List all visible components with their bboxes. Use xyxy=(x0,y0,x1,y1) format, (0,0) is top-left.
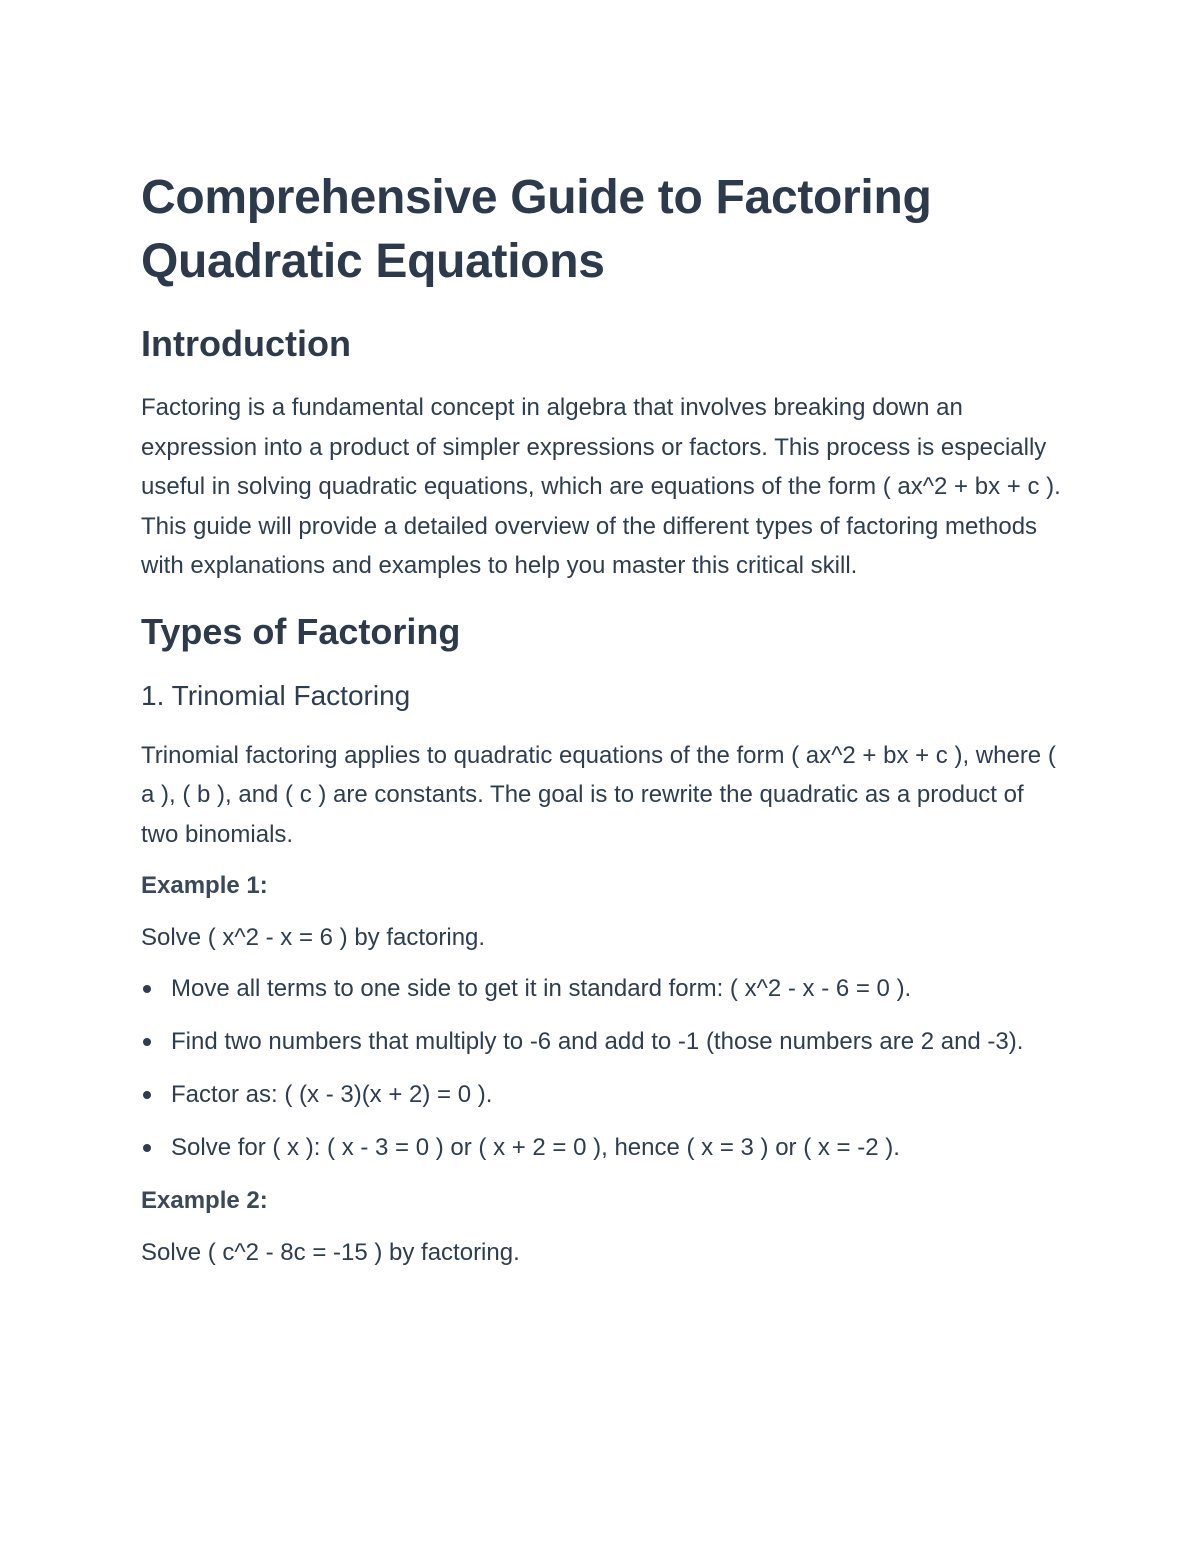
trinomial-factoring-heading: 1. Trinomial Factoring xyxy=(141,679,411,711)
introduction-heading: Introduction xyxy=(141,323,351,364)
document-page xyxy=(141,166,1066,1272)
list-item xyxy=(141,1075,1066,1115)
example-2-problem: Solve ( c^2 - 8c = -15 ) by factoring. xyxy=(141,1238,520,1266)
example-1-label: Example 1: xyxy=(141,872,268,899)
list-item xyxy=(141,969,1066,1009)
list-item-text: Find two numbers that multiply to -6 and add to -1 (those numbers are 2 and -3). xyxy=(171,1028,1024,1055)
example-2-label: Example 2: xyxy=(141,1187,268,1214)
list-item-text: Solve for ( x ): ( x - 3 = 0 ) or ( x + 2 = 0 ), hence ( x = 3 ) or ( x = -2 ). xyxy=(171,1134,900,1161)
list-item-text: Factor as: ( (x - 3)(x + 2) = 0 ). xyxy=(171,1081,493,1108)
bullet-icon xyxy=(143,985,151,993)
types-of-factoring-heading: Types of Factoring xyxy=(141,610,461,652)
list-item xyxy=(141,1022,1066,1062)
bullet-icon xyxy=(143,1091,151,1099)
page-title: Comprehensive Guide to Factoring Quadratic Equations xyxy=(141,171,932,288)
example-1-steps-list xyxy=(141,969,1066,1168)
bullet-icon xyxy=(143,1038,151,1046)
list-item-text: Move all terms to one side to get it in standard form: ( x^2 - x - 6 = 0 ). xyxy=(171,975,912,1002)
trinomial-factoring-paragraph: Trinomial factoring applies to quadratic equations of the form ( ax^2 + bx + c ), where ( a ), ( b ), and ( c ) are constants. The goal is to rewrite the quadratic as a product of two binomials. xyxy=(141,741,1056,848)
example-1-problem: Solve ( x^2 - x = 6 ) by factoring. xyxy=(141,923,486,951)
bullet-icon xyxy=(143,1144,151,1152)
introduction-paragraph: Factoring is a fundamental concept in algebra that involves breaking down an expression into a product of simpler expressions or factors. This process is especially useful in solving quadratic equations, which are equations of the form ( ax^2 + bx + c ). This guide will provide a detailed overview of the different types of factoring methods with explanations and examples to help you master this critical skill. xyxy=(141,394,1061,579)
list-item xyxy=(141,1128,1066,1168)
